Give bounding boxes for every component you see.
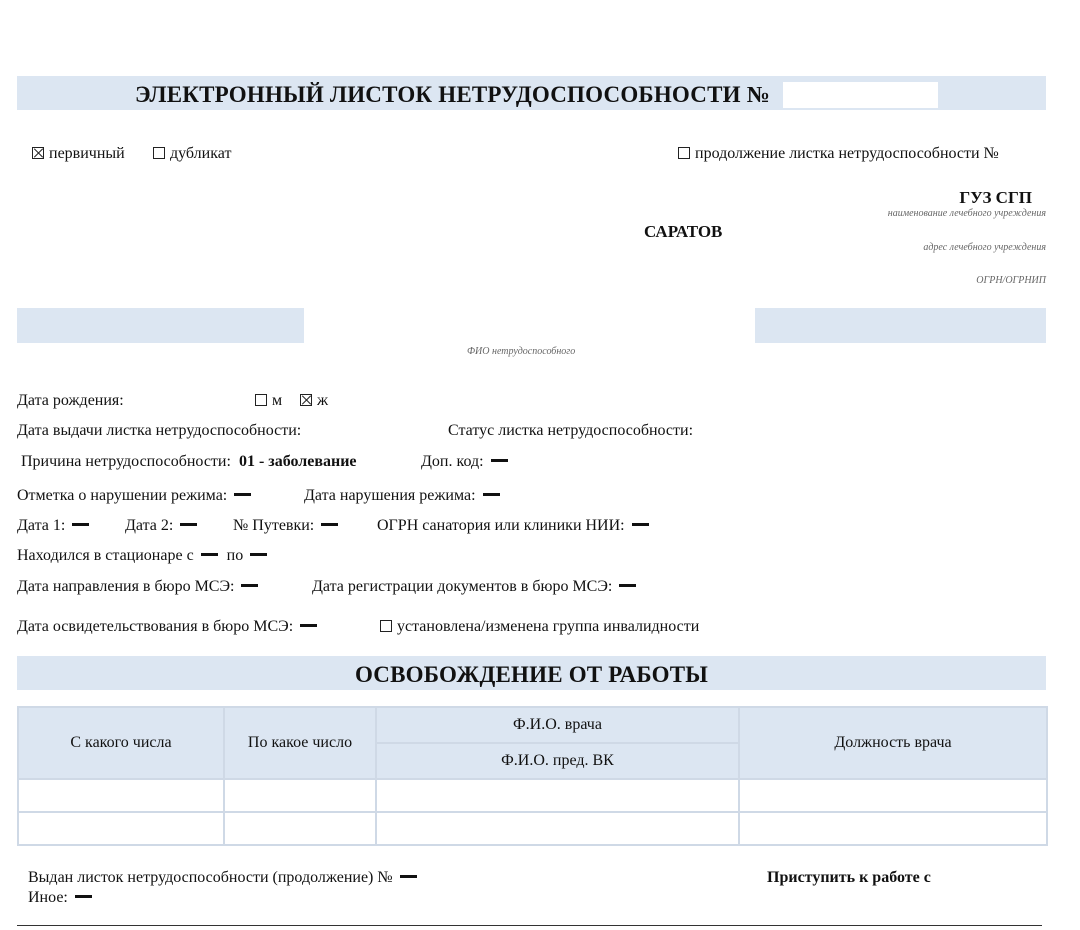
birth-date-label: Дата рождения: bbox=[17, 392, 124, 409]
primary-option[interactable] bbox=[32, 145, 125, 163]
table-row bbox=[18, 779, 1047, 812]
release-table bbox=[17, 706, 1048, 846]
institution-name-caption: наименование лечебного учреждения bbox=[887, 208, 1046, 219]
violation-date-row bbox=[304, 487, 500, 505]
extra-code-empty-dash bbox=[491, 459, 508, 462]
mse-registration-empty-dash bbox=[619, 584, 636, 587]
mse-registration-label: Дата регистрации документов в бюро МСЭ: bbox=[312, 578, 613, 595]
sanatorium-ogrn-empty-dash bbox=[632, 523, 649, 526]
voucher-empty-dash bbox=[321, 523, 338, 526]
disability-group-checkbox[interactable] bbox=[380, 620, 392, 632]
date1-label: Дата 1: bbox=[17, 517, 66, 534]
col-header-to: По какое число bbox=[224, 707, 376, 779]
fio-caption: ФИО нетрудоспособного bbox=[467, 346, 576, 357]
mse-registration-row bbox=[312, 578, 636, 596]
sex-f-label: ж bbox=[317, 392, 329, 409]
continuation-issued-empty-dash bbox=[400, 875, 417, 878]
date2-empty-dash bbox=[180, 523, 197, 526]
primary-checkbox[interactable] bbox=[32, 147, 44, 159]
fio-field-left[interactable] bbox=[17, 308, 304, 343]
date2-row bbox=[125, 517, 197, 535]
reason-value: 01 - заболевание bbox=[238, 453, 357, 470]
col-header-from: С какого числа bbox=[18, 707, 224, 779]
bottom-divider bbox=[17, 925, 1042, 926]
institution-address-caption: адрес лечебного учреждения bbox=[923, 242, 1046, 253]
continuation-issued-label: Выдан листок нетрудоспособности (продолжение) № bbox=[28, 869, 393, 886]
mse-referral-row bbox=[17, 578, 258, 596]
duplicate-label: дубликат bbox=[170, 145, 232, 162]
table-row bbox=[18, 812, 1047, 845]
voucher-label: № Путевки: bbox=[233, 517, 315, 534]
duplicate-option[interactable] bbox=[153, 145, 231, 163]
violation-date-label: Дата нарушения режима: bbox=[304, 487, 476, 504]
disability-group-option[interactable] bbox=[380, 618, 699, 636]
table-cell[interactable] bbox=[224, 812, 376, 845]
other-label: Иное: bbox=[28, 889, 68, 906]
table-cell[interactable] bbox=[739, 812, 1047, 845]
sex-m-option[interactable] bbox=[255, 392, 282, 410]
table-cell[interactable] bbox=[376, 779, 739, 812]
table-cell[interactable] bbox=[739, 779, 1047, 812]
table-cell[interactable] bbox=[18, 812, 224, 845]
hospital-row bbox=[17, 547, 267, 565]
reason-label: Причина нетрудоспособности: bbox=[21, 453, 231, 470]
table-cell[interactable] bbox=[18, 779, 224, 812]
date2-label: Дата 2: bbox=[125, 517, 174, 534]
date1-row bbox=[17, 517, 89, 535]
sex-f-option[interactable] bbox=[300, 392, 328, 410]
other-empty-dash bbox=[75, 895, 92, 898]
institution-name: ГУЗ СГП bbox=[959, 188, 1032, 207]
page-title: ЭЛЕКТРОННЫЙ ЛИСТОК НЕТРУДОСПОСОБНОСТИ № bbox=[135, 82, 770, 107]
mse-referral-empty-dash bbox=[241, 584, 258, 587]
hospital-from-label: Находился в стационаре с bbox=[17, 547, 194, 564]
duplicate-checkbox[interactable] bbox=[153, 147, 165, 159]
violation-mark-empty-dash bbox=[234, 493, 251, 496]
violation-mark-label: Отметка о нарушении режима: bbox=[17, 487, 228, 504]
return-to-work-label: Приступить к работе с bbox=[767, 869, 931, 886]
disability-group-label: установлена/изменена группа инвалидности bbox=[397, 618, 700, 635]
sheet-number-field[interactable] bbox=[783, 82, 938, 108]
reason-row bbox=[21, 453, 357, 471]
table-cell[interactable] bbox=[376, 812, 739, 845]
institution-address: САРАТОВ bbox=[644, 222, 723, 241]
fio-field-right[interactable] bbox=[755, 308, 1046, 343]
continuation-issued-row bbox=[28, 869, 417, 887]
continuation-label: продолжение листка нетрудоспособности № bbox=[695, 145, 999, 162]
mse-exam-label: Дата освидетельствования в бюро МСЭ: bbox=[17, 618, 294, 635]
hospital-to-label: по bbox=[226, 547, 244, 564]
sanatorium-ogrn-label: ОГРН санатория или клиники НИИ: bbox=[377, 517, 625, 534]
extra-code-label: Доп. код: bbox=[421, 453, 484, 470]
primary-label: первичный bbox=[49, 145, 125, 162]
date1-empty-dash bbox=[72, 523, 89, 526]
mse-referral-label: Дата направления в бюро МСЭ: bbox=[17, 578, 235, 595]
col-header-vk-chair: Ф.И.О. пред. ВК bbox=[376, 743, 739, 779]
hospital-from-empty-dash bbox=[201, 553, 218, 556]
col-header-doctor: Ф.И.О. врача bbox=[376, 707, 739, 743]
sex-m-checkbox[interactable] bbox=[255, 394, 267, 406]
status-label: Статус листка нетрудоспособности: bbox=[448, 422, 694, 439]
sex-m-label: м bbox=[272, 392, 283, 409]
hospital-to-empty-dash bbox=[250, 553, 267, 556]
sanatorium-ogrn-row bbox=[377, 517, 649, 535]
violation-mark-row bbox=[17, 487, 251, 505]
voucher-row bbox=[233, 517, 338, 535]
mse-exam-empty-dash bbox=[300, 624, 317, 627]
ogrn-caption: ОГРН/ОГРНИП bbox=[976, 275, 1046, 286]
mse-exam-row bbox=[17, 618, 317, 636]
extra-code-row bbox=[421, 453, 508, 471]
other-row bbox=[28, 889, 92, 907]
violation-date-empty-dash bbox=[483, 493, 500, 496]
table-cell[interactable] bbox=[224, 779, 376, 812]
sex-f-checkbox[interactable] bbox=[300, 394, 312, 406]
continuation-checkbox[interactable] bbox=[678, 147, 690, 159]
release-title: ОСВОБОЖДЕНИЕ ОТ РАБОТЫ bbox=[354, 662, 709, 687]
issue-date-label: Дата выдачи листка нетрудоспособности: bbox=[17, 422, 302, 439]
col-header-position: Должность врача bbox=[739, 707, 1047, 779]
continuation-option[interactable] bbox=[678, 145, 999, 163]
